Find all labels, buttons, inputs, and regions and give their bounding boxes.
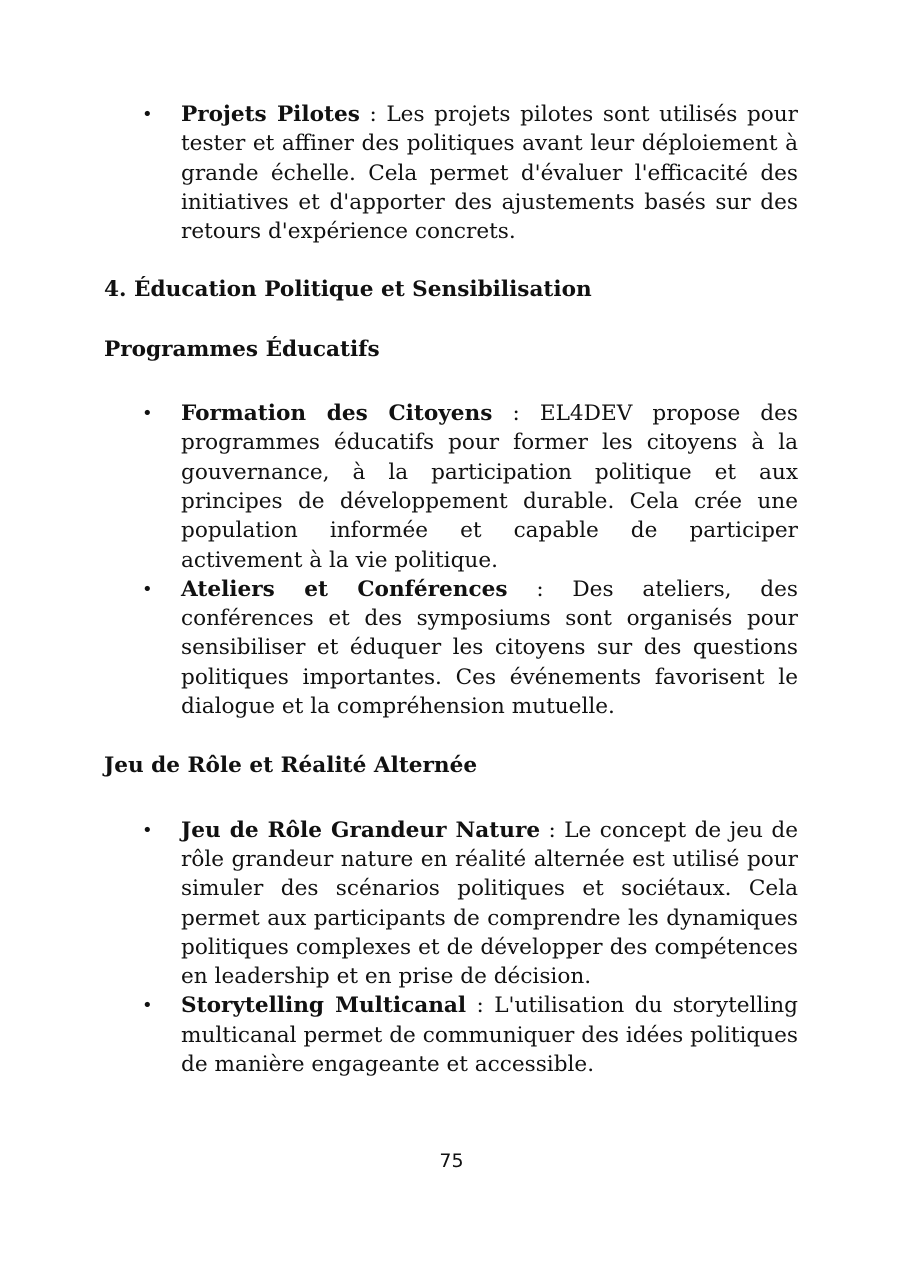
list-item-term: Ateliers et Conférences	[181, 576, 508, 602]
list-item-ateliers	[104, 575, 798, 721]
document-page	[104, 100, 798, 1079]
subsection-heading-programmes: Programmes Éducatifs	[104, 336, 380, 362]
list-item-storytelling	[104, 991, 798, 1079]
bullet-list-intro	[104, 100, 798, 246]
list-item-text: : Le concept de jeu de rôle grandeur nature en réalité alternée est utilisé pour simuler des scénarios politiques et sociétaux. Cela permet aux participants de comprendre les dynamiques politiques complexes et de développer des compétences en leadership et en prise de décision.	[181, 817, 798, 990]
bullet-icon: •	[142, 104, 153, 125]
list-item-text: : Des ateliers, des conférences et des symposiums sont organisés pour sensibiliser et éduquer les citoyens sur des questions politiques importantes. Ces événements favorisent le dialogue et la compréhension mutuelle.	[181, 576, 798, 720]
section-heading: 4. Éducation Politique et Sensibilisation	[104, 277, 592, 303]
bullet-icon: •	[142, 403, 153, 425]
list-item-term: Formation des Citoyens	[181, 401, 493, 427]
list-item-text: : L'utilisation du storytelling multicanal permet de communiquer des idées politiques de manière engageante et accessible.	[181, 993, 798, 1078]
list-item-term: Jeu de Rôle Grandeur Nature	[181, 817, 541, 843]
subsection-heading-jeu: Jeu de Rôle et Réalité Alternée	[104, 753, 478, 779]
bullet-icon: •	[142, 578, 153, 600]
list-item-text: : EL4DEV propose des programmes éducatifs pour former les citoyens à la gouvernance, à la participation politique et aux principes de développement durable. Cela crée une population informée et capable de participer activement à la vie politique.	[181, 401, 798, 573]
page-number: 75	[439, 1150, 464, 1172]
bullet-list-programmes	[104, 399, 798, 721]
bullet-icon: •	[142, 995, 153, 1017]
list-item-formation	[104, 399, 798, 575]
list-item-projets-pilotes	[104, 100, 798, 246]
list-item-term: Storytelling Multicanal	[181, 993, 467, 1019]
bullet-list-jeu	[104, 816, 798, 1080]
bullet-icon: •	[142, 819, 153, 841]
list-item-jeu-de-role	[104, 816, 798, 992]
list-item-text: : Les projets pilotes sont utilisés pour tester et affiner des politiques avant leur déploiement à grande échelle. Cela permet d'évaluer l'efficacité des initiatives et d'apporter des ajustements basés sur des retours d'expérience concrets.	[181, 102, 799, 245]
list-item-term: Projets Pilotes	[181, 102, 360, 127]
